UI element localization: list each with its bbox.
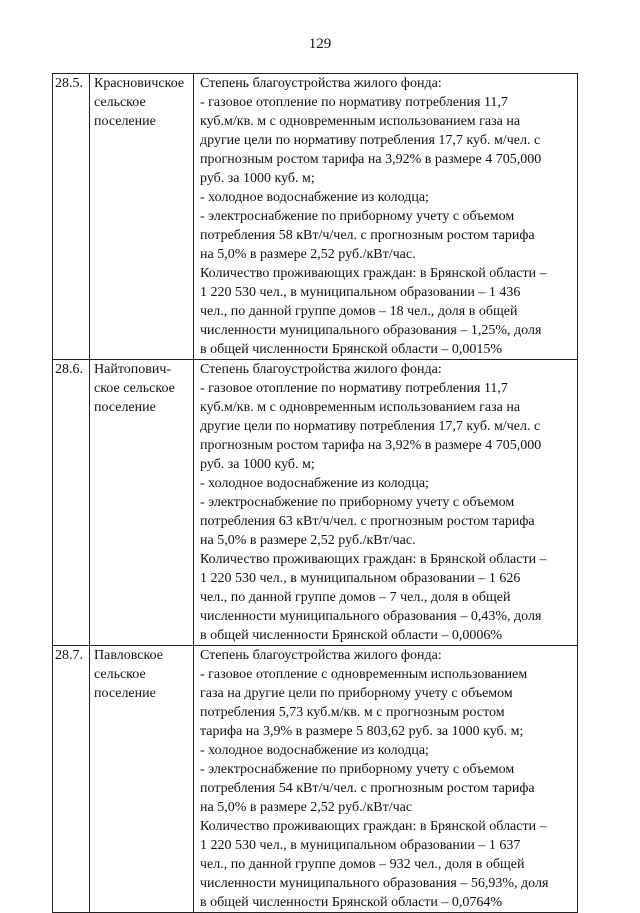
description-line: руб. за 1000 куб. м; — [200, 171, 315, 186]
description-cell — [194, 646, 578, 913]
description-line: чел., по данной группе домов – 932 чел., доля в общей — [200, 857, 525, 872]
description-line: другие цели по нормативу потребления 17,7 куб. м/чел. с — [200, 133, 541, 148]
description-line: потребления 58 кВт/ч/чел. с прогнозным ростом тарифа — [200, 228, 535, 243]
description-line: на 5,0% в размере 2,52 руб./кВт/час. — [200, 247, 416, 262]
settlement-name-line: сельское — [94, 95, 146, 110]
description-line: тарифа на 3,9% в размере 5 803,62 руб. за 1000 куб. м; — [200, 724, 524, 739]
description-line: - электроснабжение по приборному учету с объемом — [200, 495, 515, 510]
row-number: 28.7. — [53, 646, 90, 913]
description-line: численности муниципального образования – 1,25%, доля — [200, 323, 542, 338]
description-line: Количество проживающих граждан: в Брянской области – — [200, 552, 547, 567]
table-row — [53, 360, 578, 646]
description-line: на 5,0% в размере 2,52 руб./кВт/час. — [200, 533, 416, 548]
description-line: Степень благоустройства жилого фонда: — [200, 362, 442, 377]
description-line: куб.м/кв. м с одновременным использованием газа на — [200, 114, 521, 129]
description-line: газа на другие цели по приборному учету с объемом — [200, 686, 513, 701]
settlements-table — [52, 73, 578, 913]
settlement-name-line: поселение — [94, 114, 156, 129]
settlement-name-line: Павловское — [94, 648, 163, 663]
settlement-name-line: сельское — [94, 667, 146, 682]
description-line: потребления 5,73 куб.м/кв. м с прогнозным ростом — [200, 705, 505, 720]
description-line: потребления 63 кВт/ч/чел. с прогнозным ростом тарифа — [200, 514, 535, 529]
description-line: Количество проживающих граждан: в Брянской области – — [200, 819, 547, 834]
settlement-name-cell — [90, 646, 194, 913]
description-line: прогнозным ростом тарифа на 3,92% в размере 4 705,000 — [200, 438, 542, 453]
description-line: в общей численности Брянской области – 0,0764% — [200, 895, 503, 910]
description-line: - электроснабжение по приборному учету с объемом — [200, 762, 515, 777]
description-line: Степень благоустройства жилого фонда: — [200, 76, 442, 91]
settlement-name-line: Найтопович- — [94, 362, 172, 377]
description-line: чел., по данной группе домов – 18 чел., доля в общей — [200, 304, 518, 319]
description-line: руб. за 1000 куб. м; — [200, 457, 315, 472]
description-cell — [194, 360, 578, 646]
description-line: в общей численности Брянской области – 0,0015% — [200, 342, 503, 357]
description-line: 1 220 530 чел., в муниципальном образовании – 1 436 — [200, 285, 521, 300]
description-cell — [194, 74, 578, 360]
settlement-name-line: поселение — [94, 686, 156, 701]
description-line: - холодное водоснабжение из колодца; — [200, 743, 429, 758]
description-line: - электроснабжение по приборному учету с объемом — [200, 209, 515, 224]
description-line: - газовое отопление с одновременным использованием — [200, 667, 528, 682]
description-line: Количество проживающих граждан: в Брянской области – — [200, 266, 547, 281]
page-number: 129 — [308, 36, 332, 52]
table-row — [53, 646, 578, 913]
description-line: потребления 54 кВт/ч/чел. с прогнозным ростом тарифа — [200, 781, 535, 796]
settlement-name-cell — [90, 74, 194, 360]
description-line: на 5,0% в размере 2,52 руб./кВт/час — [200, 800, 413, 815]
description-line: в общей численности Брянской области – 0,0006% — [200, 628, 503, 643]
description-line: другие цели по нормативу потребления 17,7 куб. м/чел. с — [200, 419, 541, 434]
description-line: чел., по данной группе домов – 7 чел., доля в общей — [200, 590, 511, 605]
settlement-name-line: Красновичское — [94, 76, 185, 91]
description-line: - холодное водоснабжение из колодца; — [200, 190, 429, 205]
settlement-name-line: поселение — [94, 400, 156, 415]
settlement-name-cell — [90, 360, 194, 646]
description-line: 1 220 530 чел., в муниципальном образовании – 1 637 — [200, 838, 521, 853]
description-line: численности муниципального образования – 56,93%, доля — [200, 876, 549, 891]
description-line: численности муниципального образования – 0,43%, доля — [200, 609, 542, 624]
row-number: 28.6. — [53, 360, 90, 646]
settlement-name-line: ское сельское — [94, 381, 175, 396]
description-line: куб.м/кв. м с одновременным использованием газа на — [200, 400, 521, 415]
row-number: 28.5. — [53, 74, 90, 360]
description-line: 1 220 530 чел., в муниципальном образовании – 1 626 — [200, 571, 521, 586]
description-line: Степень благоустройства жилого фонда: — [200, 648, 442, 663]
description-line: - газовое отопление по нормативу потребления 11,7 — [200, 95, 508, 110]
table-row — [53, 74, 578, 360]
description-line: - холодное водоснабжение из колодца; — [200, 476, 429, 491]
description-line: - газовое отопление по нормативу потребления 11,7 — [200, 381, 508, 396]
description-line: прогнозным ростом тарифа на 3,92% в размере 4 705,000 — [200, 152, 542, 167]
